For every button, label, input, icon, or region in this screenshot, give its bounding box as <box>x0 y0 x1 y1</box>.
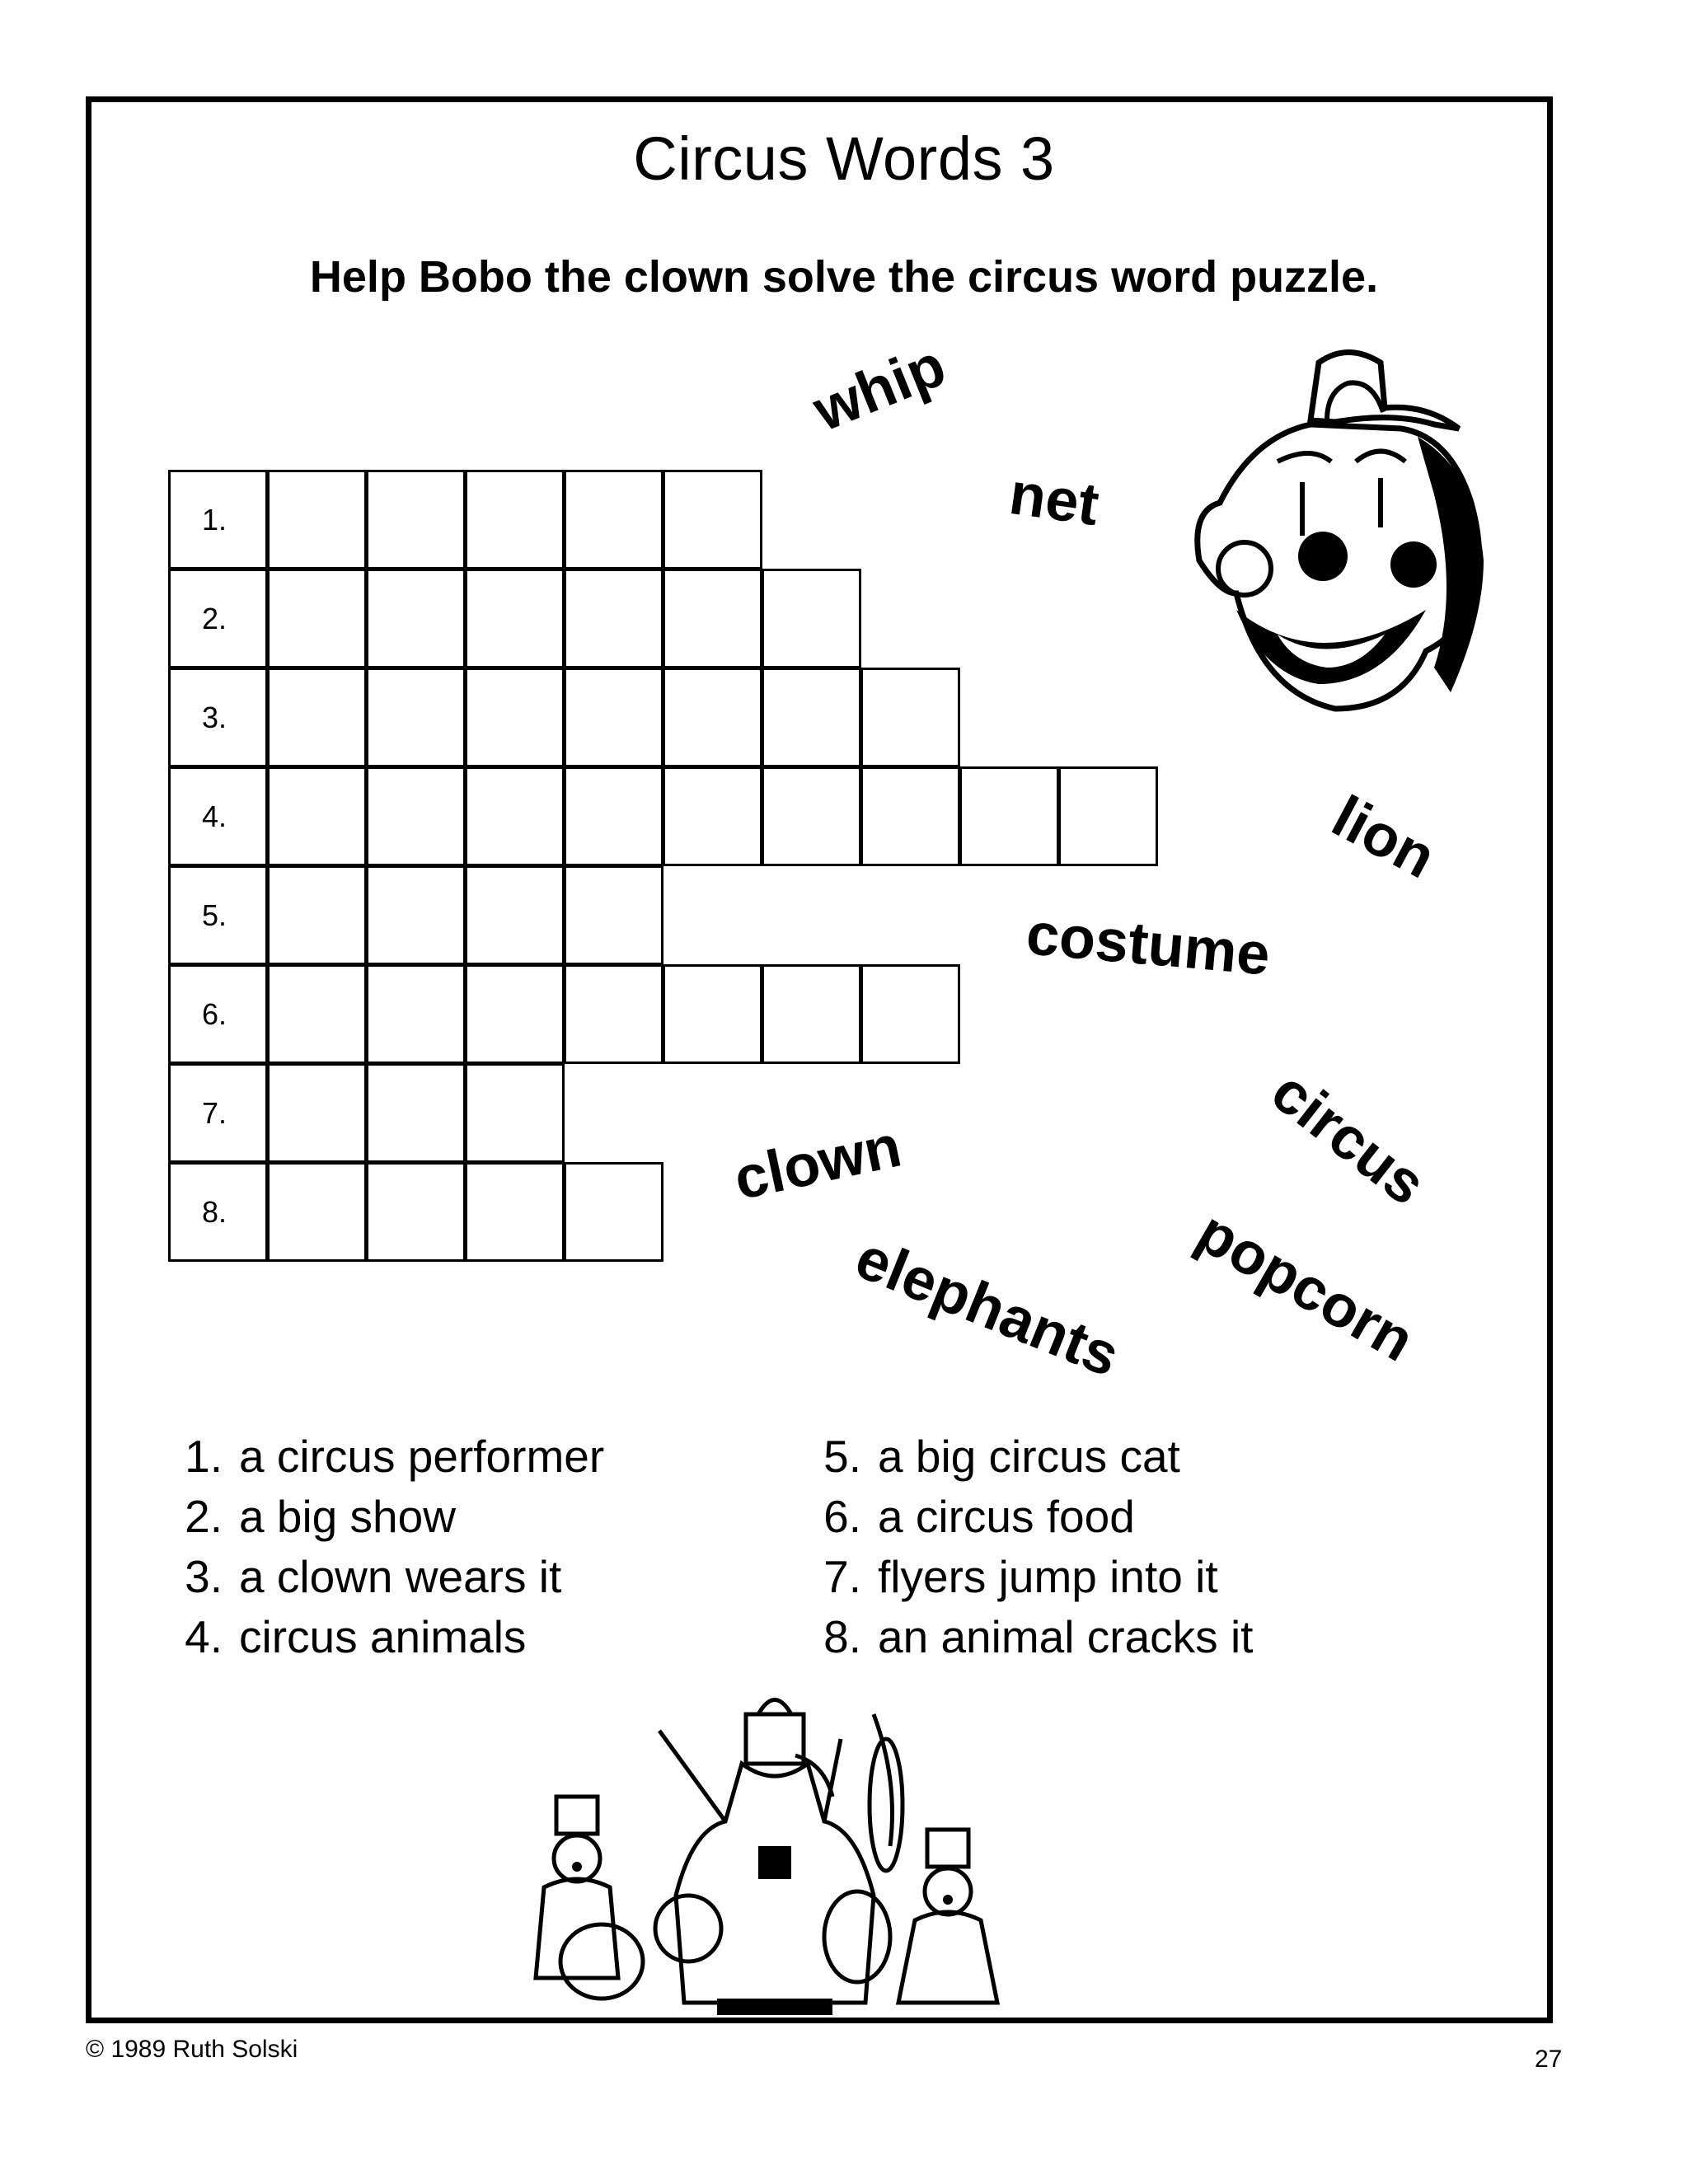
letter-box-2-6[interactable] <box>762 569 861 668</box>
letter-box-3-6[interactable] <box>762 668 861 767</box>
letter-box-6-1[interactable] <box>267 964 367 1064</box>
copyright-notice: © 1989 Ruth Solski <box>86 2036 298 2063</box>
letter-box-4-8[interactable] <box>959 766 1059 866</box>
instructions: Help Bobo the clown solve the circus word puzzle. <box>309 252 1379 302</box>
letter-box-1-5[interactable] <box>663 470 762 569</box>
letter-box-3-1[interactable] <box>267 668 367 767</box>
letter-box-3-4[interactable] <box>564 668 663 767</box>
word-bank-circus: circus <box>1259 1058 1438 1218</box>
page-title: Circus Words 3 <box>633 124 1055 193</box>
clue-4: 4. circus animals <box>185 1611 527 1662</box>
clue-8: 8. an animal cracks it <box>823 1611 1254 1662</box>
letter-box-7-3[interactable] <box>465 1063 565 1163</box>
clue-2: 2. a big show <box>185 1491 456 1542</box>
letter-box-6-7[interactable] <box>860 964 960 1064</box>
word-bank-lion: lion <box>1321 783 1447 892</box>
letter-box-4-2[interactable] <box>366 766 466 866</box>
row-number-4: 4. <box>168 766 268 866</box>
letter-box-5-4[interactable] <box>564 865 663 965</box>
letter-box-8-2[interactable] <box>366 1162 466 1262</box>
row-number-7: 7. <box>168 1063 268 1163</box>
letter-box-1-2[interactable] <box>366 470 466 569</box>
word-bank-clown: clown <box>728 1113 907 1213</box>
letter-box-2-2[interactable] <box>366 569 466 668</box>
letter-box-1-3[interactable] <box>465 470 565 569</box>
row-number-1: 1. <box>168 470 268 569</box>
letter-box-4-7[interactable] <box>860 766 960 866</box>
word-bank-whip: whip <box>804 332 954 444</box>
letter-box-7-2[interactable] <box>366 1063 466 1163</box>
letter-box-5-3[interactable] <box>465 865 565 965</box>
letter-box-6-4[interactable] <box>564 964 663 1064</box>
row-number-2: 2. <box>168 569 268 668</box>
letter-box-6-5[interactable] <box>663 964 762 1064</box>
word-bank-costume: costume <box>1024 901 1273 988</box>
letter-box-2-4[interactable] <box>564 569 663 668</box>
letter-box-2-5[interactable] <box>663 569 762 668</box>
word-bank-popcorn: popcorn <box>1186 1198 1425 1375</box>
word-bank-elephants: elephants <box>846 1224 1128 1390</box>
letter-box-2-1[interactable] <box>267 569 367 668</box>
letter-box-4-9[interactable] <box>1058 766 1158 866</box>
clue-5: 5. a big circus cat <box>823 1431 1180 1482</box>
letter-box-4-4[interactable] <box>564 766 663 866</box>
row-number-8: 8. <box>168 1162 268 1262</box>
letter-box-6-3[interactable] <box>465 964 565 1064</box>
row-number-6: 6. <box>168 964 268 1064</box>
letter-box-4-6[interactable] <box>762 766 861 866</box>
letter-box-1-4[interactable] <box>564 470 663 569</box>
clue-6: 6. a circus food <box>823 1491 1135 1542</box>
letter-box-8-3[interactable] <box>465 1162 565 1262</box>
circus-band-illustration <box>511 1681 1047 2027</box>
row-number-5: 5. <box>168 865 268 965</box>
letter-box-4-3[interactable] <box>465 766 565 866</box>
letter-box-2-3[interactable] <box>465 569 565 668</box>
letter-box-3-2[interactable] <box>366 668 466 767</box>
letter-box-4-1[interactable] <box>267 766 367 866</box>
letter-box-1-1[interactable] <box>267 470 367 569</box>
clue-1: 1. a circus performer <box>185 1431 605 1482</box>
word-bank-net: net <box>1005 460 1104 539</box>
letter-box-8-1[interactable] <box>267 1162 367 1262</box>
letter-box-7-1[interactable] <box>267 1063 367 1163</box>
letter-box-6-2[interactable] <box>366 964 466 1064</box>
letter-box-5-1[interactable] <box>267 865 367 965</box>
page-number: 27 <box>1535 2046 1563 2073</box>
clown-face-illustration <box>1187 346 1500 733</box>
letter-box-3-3[interactable] <box>465 668 565 767</box>
clue-3: 3. a clown wears it <box>185 1551 562 1602</box>
letter-box-5-2[interactable] <box>366 865 466 965</box>
row-number-3: 3. <box>168 668 268 767</box>
letter-box-3-5[interactable] <box>663 668 762 767</box>
letter-box-8-4[interactable] <box>564 1162 663 1262</box>
letter-box-6-6[interactable] <box>762 964 861 1064</box>
letter-box-3-7[interactable] <box>860 668 960 767</box>
clue-7: 7. flyers jump into it <box>823 1551 1218 1602</box>
letter-box-4-5[interactable] <box>663 766 762 866</box>
